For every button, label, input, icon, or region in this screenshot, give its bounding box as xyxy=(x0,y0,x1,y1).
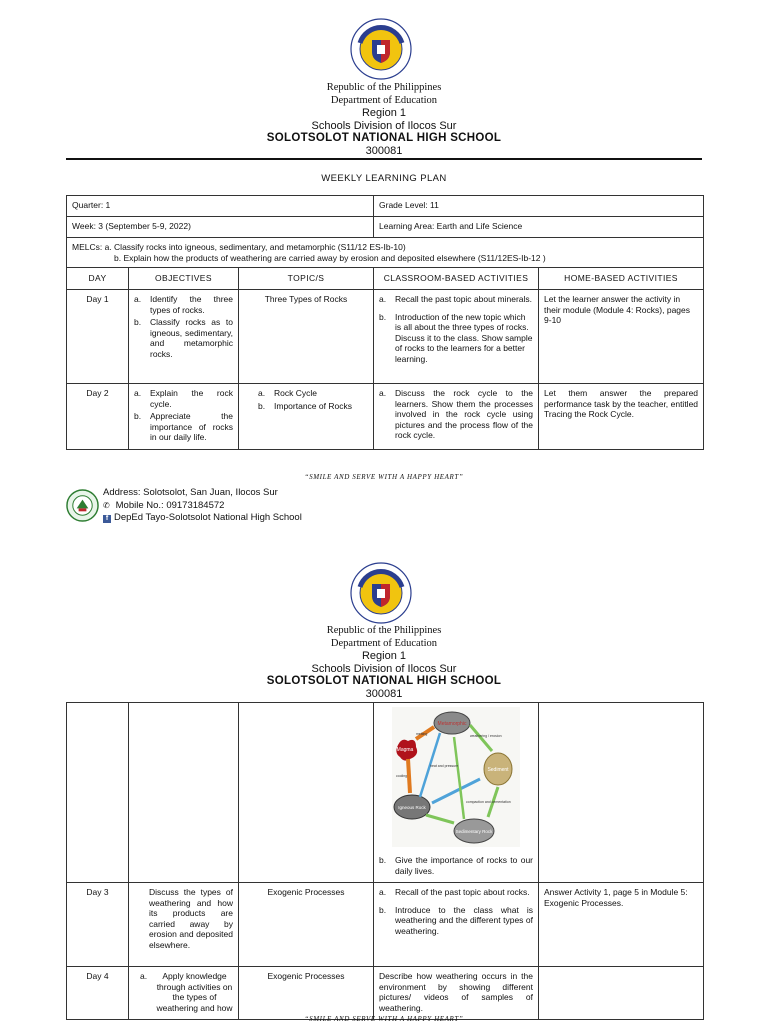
topic-cell: Exogenic Processes xyxy=(239,883,374,967)
table-header-row xyxy=(67,268,704,290)
region-text: Region 1 xyxy=(361,107,407,119)
department-text: Department of Education xyxy=(330,638,438,649)
quarter-cell: Quarter: 1 xyxy=(67,196,374,217)
plan-title: WEEKLY LEARNING PLAN xyxy=(321,173,447,184)
phone-icon: ✆ xyxy=(103,500,110,510)
rock-cycle-diagram xyxy=(392,707,520,847)
department-text: Department of Education xyxy=(330,95,438,106)
division-text: Schools Division of Ilocos Sur xyxy=(311,663,457,675)
home-cell: Answer Activity 1, page 5 in Module 5: Exogenic Processes. xyxy=(539,883,704,967)
rc-sedimentary: Sedimentary Rock xyxy=(455,829,493,834)
footer-facebook[interactable]: DepEd Tayo-Solotsolot National High School xyxy=(114,512,302,523)
school-logo xyxy=(66,489,99,522)
deped-seal-logo xyxy=(350,562,412,624)
day-cell: Day 3 xyxy=(67,883,129,967)
objectives-cell: a. Explain the rock cycle. b. Appreciate the importance of rocks in our daily life. xyxy=(129,384,239,450)
motto-text: “SMILE AND SERVE WITH A HAPPY HEART” xyxy=(304,473,464,481)
rc-melting: melting xyxy=(416,732,428,736)
classroom-cell: a. Recall of the past topic about rocks. b. Introduce to the class what is weathering and the different types of weathering. xyxy=(374,883,539,967)
objectives-cell: a. Identify the three types of rocks. b. Classify rocks as to igneous, sedimentary, and metamorphic rocks. xyxy=(129,290,239,384)
footer-address: Address: Solotsolot, San Juan, Ilocos Sur xyxy=(103,487,278,498)
classroom-cell: Describe how weathering occurs in the environment by showing different pictures/ videos of samples of weathering. xyxy=(374,967,539,1020)
motto-text: “SMILE AND SERVE WITH A HAPPY HEART” xyxy=(304,1015,464,1023)
footer-mobile-line xyxy=(103,500,302,513)
objectives-cell: Discuss the types of weathering and how its products are carried away by erosion and deposited elsewhere. xyxy=(129,883,239,967)
col-day: DAY xyxy=(67,268,129,290)
home-cell: Let the learner answer the activity in their module (Module 4: Rocks), pages 9-10 xyxy=(539,290,704,384)
melc-a: MELCs: a. Classify rocks into igneous, sedimentary, and metamorphic (S11/12 ES-Ib-10) xyxy=(72,242,406,252)
rc-cooling: cooling xyxy=(396,774,408,778)
school-name: SOLOTSOLOT NATIONAL HIGH SCHOOL xyxy=(266,675,502,687)
table-row xyxy=(67,967,704,1020)
day-cell: Day 1 xyxy=(67,290,129,384)
header-divider xyxy=(66,158,702,160)
weekly-plan-table xyxy=(66,195,704,450)
learning-area-cell: Learning Area: Earth and Life Science xyxy=(374,217,704,238)
classroom-cell: Metamorphic Magma Sediment Igneous Rock Sedimentary Rock weathering / erosion heat and pressure melting cooling compaction and cementation b. Give the importance of rocks to our daily lives. xyxy=(374,703,539,883)
rc-metamorphic: Metamorphic xyxy=(437,721,467,727)
col-home: HOME-BASED ACTIVITIES xyxy=(539,268,704,290)
objectives-cell: a. Apply knowledge through activities on the types of weathering and how xyxy=(129,967,239,1020)
rc-heat: heat and pressure xyxy=(430,764,459,768)
school-name: SOLOTSOLOT NATIONAL HIGH SCHOOL xyxy=(266,132,502,144)
melcs-cell xyxy=(67,238,704,268)
rc-weathering: weathering / erosion xyxy=(470,734,502,738)
home-cell: Let them answer the prepared performance task by the teacher, entitled Tracing the Rock Cycle. xyxy=(539,384,704,450)
table-row xyxy=(67,883,704,967)
classroom-cell: a. Discuss the rock cycle to the learners. Show them the processes involved in the rock cycle using pictures and the process flow of the rock cycle. xyxy=(374,384,539,450)
division-text: Schools Division of Ilocos Sur xyxy=(311,120,457,132)
topic-cell: Exogenic Processes xyxy=(239,967,374,1020)
weekly-plan-table-continued xyxy=(66,702,704,1020)
col-objectives: OBJECTIVES xyxy=(129,268,239,290)
school-id: 300081 xyxy=(365,688,403,700)
classroom-cell: a. Recall the past topic about minerals. b. Introduction of the new topic which is all about the three types of rocks. Discuss it to the class. Show sample of rocks to the learners for a better learning. xyxy=(374,290,539,384)
footer-mobile: Mobile No.: 09173184572 xyxy=(115,499,225,511)
republic-text: Republic of the Philippines xyxy=(326,625,442,636)
table-row xyxy=(67,703,704,883)
deped-seal-logo xyxy=(350,18,412,80)
rc-igneous: Igneous Rock xyxy=(398,805,426,810)
school-footer xyxy=(66,487,426,527)
rc-compaction: compaction and cementation xyxy=(466,800,511,804)
week-cell: Week: 3 (September 5-9, 2022) xyxy=(67,217,374,238)
facebook-icon: f xyxy=(103,515,111,523)
topic-cell: a. Rock Cycle b. Importance of Rocks xyxy=(239,384,374,450)
topic-cell: Three Types of Rocks xyxy=(239,290,374,384)
importance-item: Give the importance of rocks to our daily lives. xyxy=(395,855,533,876)
table-row xyxy=(67,290,704,384)
col-topics: TOPIC/S xyxy=(239,268,374,290)
col-classroom: CLASSROOM-BASED ACTIVITIES xyxy=(374,268,539,290)
day-cell: Day 2 xyxy=(67,384,129,450)
region-text: Region 1 xyxy=(361,650,407,662)
school-id: 300081 xyxy=(365,145,403,157)
rc-sediment: Sediment xyxy=(487,767,509,773)
table-row xyxy=(67,384,704,450)
rc-magma: Magma xyxy=(396,747,414,753)
grade-cell: Grade Level: 11 xyxy=(374,196,704,217)
republic-text: Republic of the Philippines xyxy=(326,82,442,93)
home-cell xyxy=(539,967,704,1020)
day-cell: Day 4 xyxy=(67,967,129,1020)
footer-facebook-line[interactable] xyxy=(103,512,302,525)
melc-b: b. Explain how the products of weathering are carried away by erosion and deposited elsewhere (S11/12ES-Ib-12 ) xyxy=(114,252,546,263)
